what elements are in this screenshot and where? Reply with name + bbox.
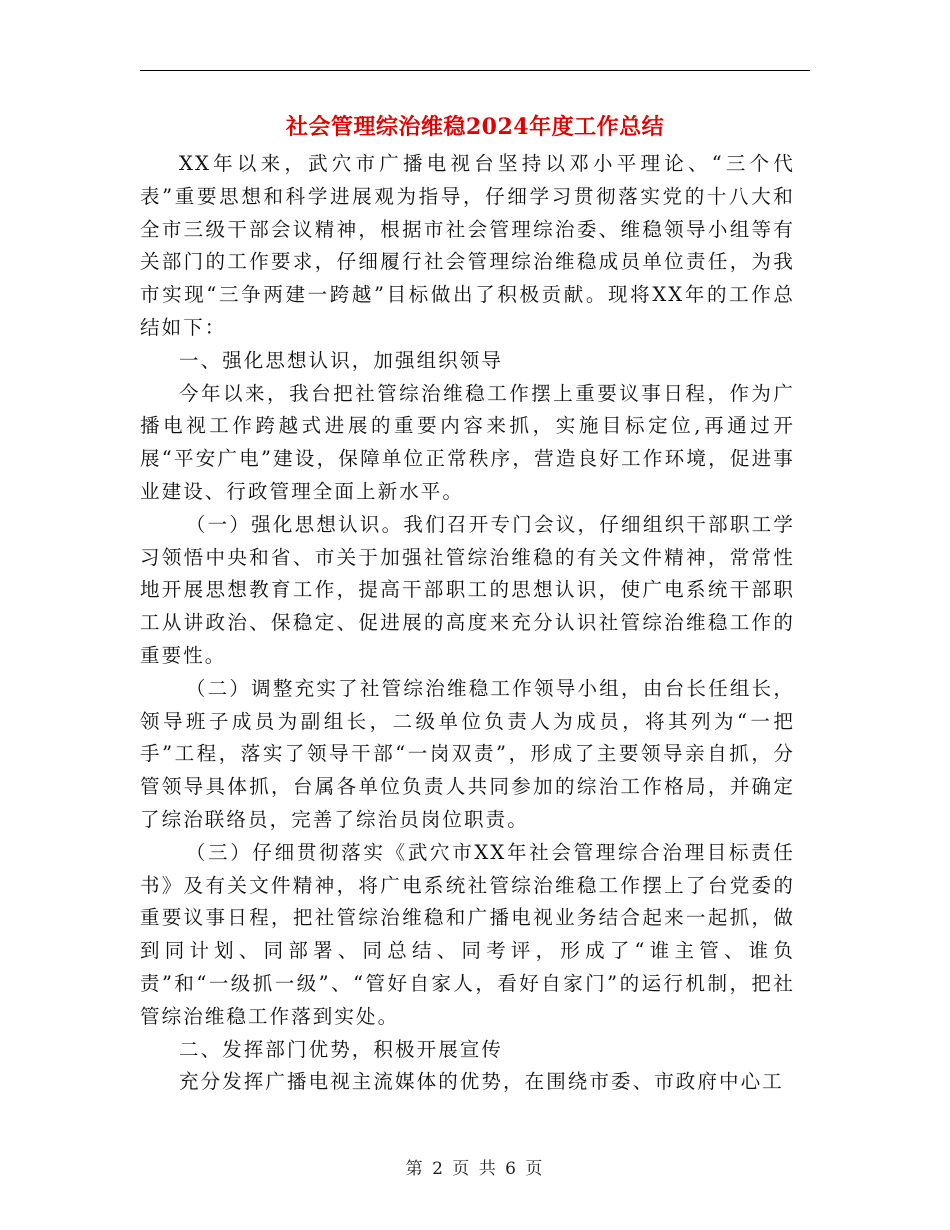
section-2-paragraph: 充分发挥广播电视主流媒体的优势，在围绕市委、市政府中心工 <box>179 1070 784 1094</box>
subsection-2-paragraph: （二）调整充实了社管综治维稳工作领导小组，由台长任组长，领导班子成员为副组长，二级单位负责人为成员，将其列为“一把手”工程，落实了领导干部“一岗双责”，形成了主要领导亲自抓，分管领导具体抓，台属各单位负责人共同参加的综治工作格局，并确定了综治联络员，完善了综治员岗位职责。 <box>140 676 795 831</box>
document-body <box>140 148 795 1099</box>
section-heading-2: 二、发挥部门优势，积极开展宣传 <box>179 1037 504 1061</box>
intro-paragraph: XX年以来，武穴市广播电视台坚持以邓小平理论、“三个代表”重要思想和科学进展观为指导，仔细学习贯彻落实党的十八大和全市三级干部会议精神，根据市社会管理综治委、维稳领导小组等有关部门的工作要求，仔细履行社会管理综治维稳成员单位责任，为我市实现“三争两建一跨越”目标做出了积极贡献。现将XX年的工作总结如下： <box>140 152 795 339</box>
page-number-footer: 第 2 页 共 6 页 <box>405 1159 545 1179</box>
subsection-3-paragraph: （三）仔细贯彻落实《武穴市XX年社会管理综合治理目标责任书》及有关文件精神，将广电系统社管综治维稳工作摆上了台党委的重要议事日程，把社管综治维稳和广播电视业务结合起来一起抓，做到同计划、同部署、同总结、同考评，形成了“谁主管、谁负责”和“一级抓一级”、“管好自家人，看好自家门”的运行机制，把社管综治维稳工作落到实处。 <box>140 840 795 1028</box>
header-rule <box>140 70 810 71</box>
section-heading-1: 一、强化思想认识，加强组织领导 <box>179 348 504 372</box>
document-title: 社会管理综治维稳2024年度工作总结 <box>285 114 665 140</box>
section-1-paragraph: 今年以来，我台把社管综治维稳工作摆上重要议事日程，作为广播电视工作跨越式进展的重要内容来抓，实施目标定位,再通过开展“平安广电”建设，保障单位正常秩序，营造良好工作环境，促进事业建设、行政管理全面上新水平。 <box>140 381 795 503</box>
subsection-1-paragraph: （一）强化思想认识。我们召开专门会议，仔细组织干部职工学习领悟中央和省、市关于加强社管综治维稳的有关文件精神，常常性地开展思想教育工作，提高干部职工的思想认识，使广电系统干部职工从讲政治、保稳定、促进展的高度来充分认识社管综治维稳工作的重要性。 <box>140 512 795 667</box>
